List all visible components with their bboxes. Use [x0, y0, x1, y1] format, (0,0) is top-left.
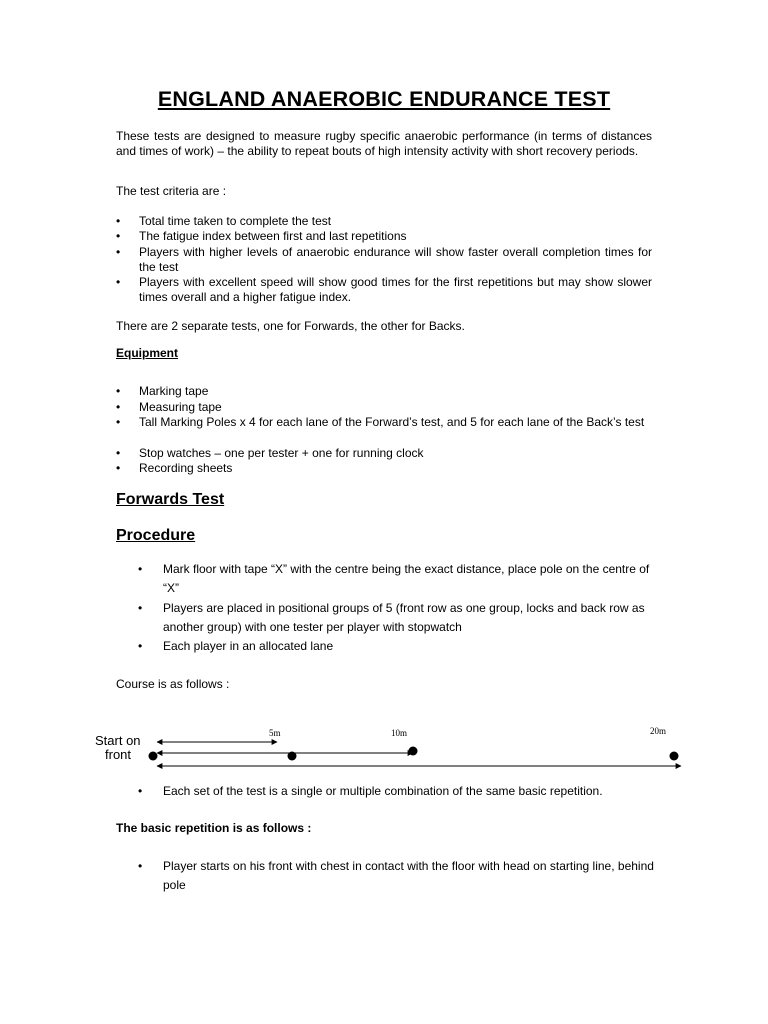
tests-note: There are 2 separate tests, one for Forwards, the other for Backs. — [116, 319, 465, 333]
bullet: • — [116, 214, 121, 228]
criteria-intro: The test criteria are : — [116, 184, 227, 198]
label-10m: 10m — [391, 728, 408, 738]
bullet: • — [116, 461, 121, 475]
start-label-line2: front — [105, 747, 132, 762]
pole-5m — [288, 752, 297, 761]
basic-repetition-heading: The basic repetition is as follows : — [116, 821, 312, 835]
bullet: • — [116, 415, 121, 429]
course-intro: Course is as follows : — [116, 677, 230, 691]
bullet: • — [138, 784, 143, 798]
bullet: • — [116, 229, 121, 243]
procedure-heading: Procedure — [116, 527, 196, 544]
start-marker — [149, 752, 158, 761]
pole-10m — [409, 747, 418, 756]
label-20m: 20m — [650, 726, 667, 736]
bullet: • — [138, 639, 143, 653]
bullet: • — [138, 859, 143, 873]
label-5m: 5m — [269, 728, 281, 738]
bullet: • — [116, 275, 121, 289]
equipment-heading: Equipment — [116, 346, 178, 360]
intro-paragraph: These tests are designed to measure rugby specific anaerobic performance (in terms of distances and times of work) – the ability to repeat bouts of high intensity activity with short recovery periods. — [116, 129, 652, 158]
document-title: ENGLAND ANAEROBIC ENDURANCE TEST — [157, 87, 611, 111]
bullet: • — [116, 384, 121, 398]
forwards-test-heading: Forwards Test — [116, 491, 225, 508]
bullet: • — [138, 562, 143, 576]
pole-20m — [670, 752, 679, 761]
document-page: ENGLAND ANAEROBIC ENDURANCE TEST These tests are designed to measure rugby specific anaerobic performance (in terms of distances and times of work) – the ability to repeat bouts of high intensity activity with short recovery periods. The test criteria are : • Total time taken to complete the test • The fatigue index between first and last repetitions • Players with higher levels of anaerobic endurance will show faster overall completion times for the test • Players with excellent speed will show good times for the first repetitions but may show slower times overall and a higher fatigue index. There are 2 separate tests, one for Forwards, the other for Backs. Equipment • Marking tape • Measuring tape • Tall Marking Poles x 4 for each lane of the Forward’s test, and 5 for each lane of the Back’s test • Stop watches – one per tester + one for running clock • Recording sheets Forwards Test Procedure • Mark floor with tape “X” with the centre being the exact distance, place pole on the centre of “X” • Players are placed in positional groups of 5 (front row as one group, locks and back row as another group) with one tester per player with stopwatch • Each player in an allocated lane Course is as follows : Start on front 5m 10m 20m • Each set of the test is a single or multiple combination of the same basic repetition. The basic repetition is as follows : • Player starts on his front with chest in contact with the floor with head on starting line, behind pole — [0, 0, 768, 1024]
bullet: • — [116, 446, 121, 460]
start-label-line1: Start on — [95, 733, 141, 748]
bullet: • — [138, 601, 143, 615]
bullet: • — [116, 245, 121, 259]
bullet: • — [116, 400, 121, 414]
